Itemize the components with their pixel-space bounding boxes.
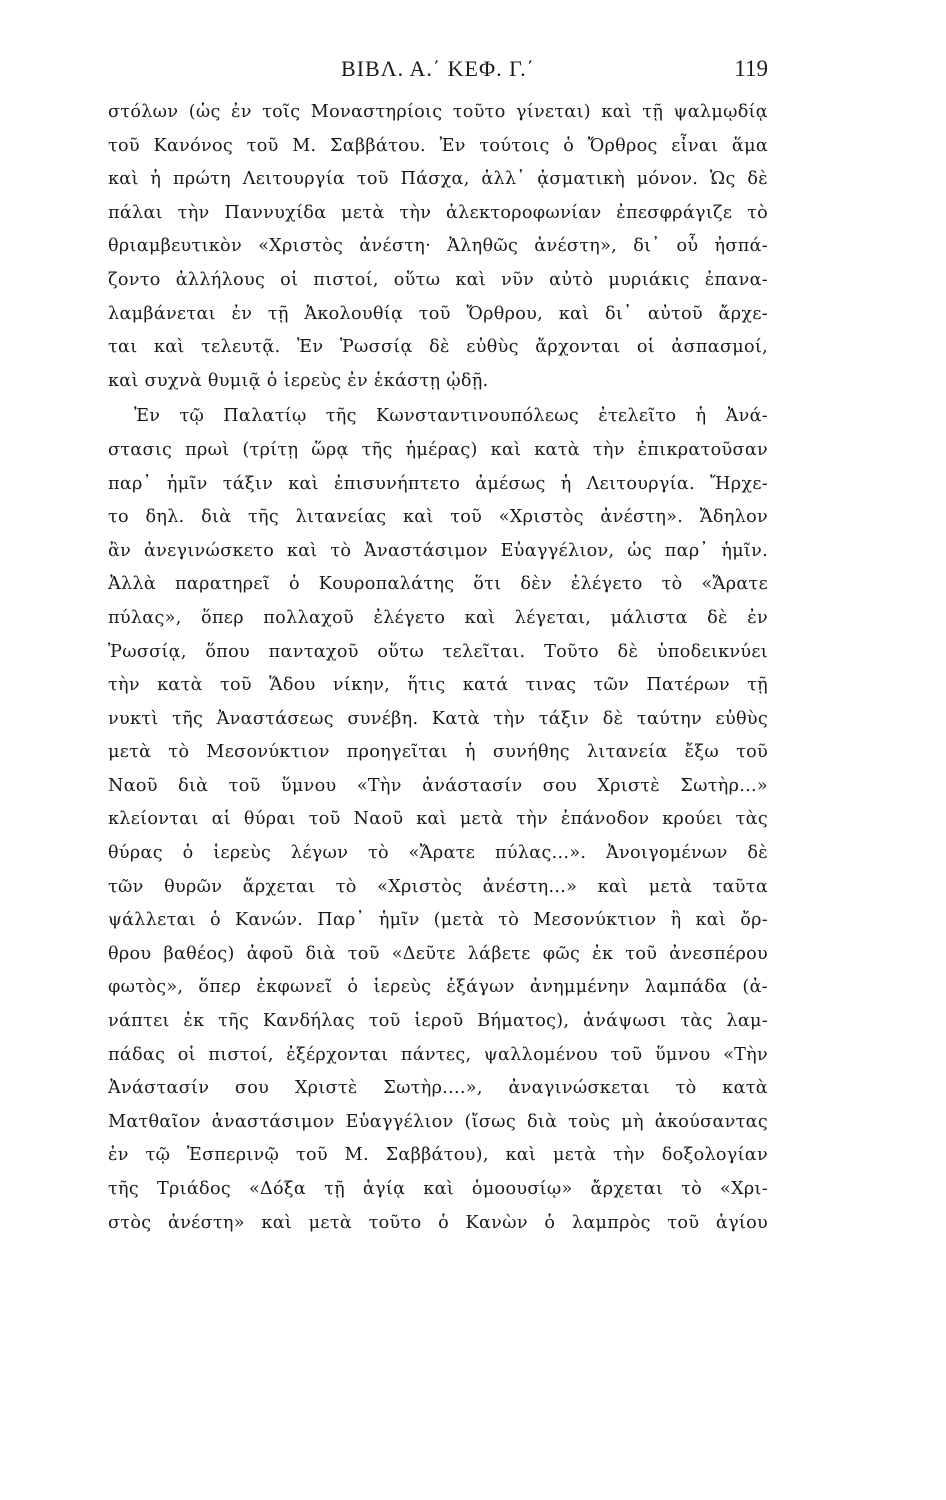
text-line: πάλαι τὴν Παννυχίδα μετὰ τὴν ἀλεκτοροφωνίαν ἐπεσφράγιζε τὸ [108,202,768,223]
text-line: θρου βαθέος) ἀφοῦ διὰ τοῦ «Δεῦτε λάβετε φῶς ἐκ τοῦ ἀνεσπέρου [108,943,768,964]
text-line: πύλας», ὅπερ πολλαχοῦ ἐλέγετο καὶ λέγεται, μάλιστα δὲ ἐν [108,607,768,628]
paragraph-2 [108,400,768,1240]
text-line: φωτὸς», ὅπερ ἐκφωνεῖ ὁ ἱερεὺς ἐξάγων ἀνημμένην λαμπάδα (ἀ- [108,977,768,998]
text-line: τοῦ Κανόνος τοῦ Μ. Σαββάτου. Ἐν τούτοις ὁ Ὄρθρος εἶναι ἅμα [108,135,768,156]
text-line: νυκτὶ τῆς Ἀναστάσεως συνέβη. Κατὰ τὴν τάξιν δὲ ταύτην εὐθὺς [108,708,768,729]
text-line: ἐν τῷ Ἑσπερινῷ τοῦ Μ. Σαββάτου), καὶ μετὰ τὴν δοξολογίαν [108,1145,768,1166]
text-line: στὸς ἀνέστη» καὶ μετὰ τοῦτο ὁ Κανὼν ὁ λαμπρὸς τοῦ ἁγίου [108,1212,768,1233]
text-line: ψάλλεται ὁ Κανών. Παρ᾽ ἡμῖν (μετὰ τὸ Μεσονύκτιον ἢ καὶ ὄρ- [108,910,768,931]
text-line: θύρας ὁ ἱερεὺς λέγων τὸ «Ἄρατε πύλας...». Ἀνοιγομένων δὲ [108,843,768,864]
text-line: νάπτει ἐκ τῆς Κανδήλας τοῦ ἱεροῦ Βήματος), ἀνάψωσι τὰς λαμ- [108,1011,768,1032]
text-line: Ναοῦ διὰ τοῦ ὕμνου «Τὴν ἀνάστασίν σου Χριστὲ Σωτὴρ...» [108,775,768,796]
text-line: ἂν ἀνεγινώσκετο καὶ τὸ Ἀναστάσιμον Εὐαγγέλιον, ὡς παρ᾽ ἡμῖν. [108,540,768,561]
text-line: καὶ συχνὰ θυμιᾷ ὁ ἱερεὺς ἐν ἑκάστῃ ᾠδῇ. [108,370,489,391]
page-number: 119 [734,56,768,81]
text-line: καὶ ἡ πρώτη Λειτουργία τοῦ Πάσχα, ἀλλ᾽ ᾀσματικὴ μόνον. Ὡς δὲ [108,169,768,190]
running-head [108,56,768,90]
text-line: Ματθαῖον ἀναστάσιμον Εὐαγγέλιον (ἴσως διὰ τοὺς μὴ ἀκούσαντας [108,1111,768,1132]
text-line: Ἀνάστασίν σου Χριστὲ Σωτὴρ....», ἀναγινώσκεται τὸ κατὰ [108,1078,768,1099]
body-text [108,96,768,1240]
text-line: λαμβάνεται ἐν τῇ Ἀκολουθίᾳ τοῦ Ὄρθρου, καὶ δι᾽ αὐτοῦ ἄρχε- [108,303,768,324]
text-line: το δηλ. διὰ τῆς λιτανείας καὶ τοῦ «Χριστὸς ἀνέστη». Ἄδηλον [108,507,768,528]
running-head-title: ΒΙΒΛ. Α.΄ ΚΕΦ. Γ.΄ [341,56,535,81]
text-line: ζοντο ἀλλήλους οἱ πιστοί, οὕτω καὶ νῦν αὐτὸ μυριάκις ἐπανα- [108,269,768,290]
text-line: πάδας οἱ πιστοί, ἐξέρχονται πάντες, ψαλλομένου τοῦ ὕμνου «Τὴν [108,1044,768,1065]
text-line: στασις πρωὶ (τρίτῃ ὥρᾳ τῆς ἡμέρας) καὶ κατὰ τὴν ἐπικρατοῦσαν [108,439,768,460]
text-line: τῶν θυρῶν ἄρχεται τὸ «Χριστὸς ἀνέστη...» καὶ μετὰ ταῦτα [108,876,768,897]
text-line: παρ᾽ ἡμῖν τάξιν καὶ ἐπισυνήπτετο ἀμέσως ἡ Λειτουργία. Ἤρχε- [108,473,768,494]
text-line: τῆς Τριάδος «Δόξα τῇ ἁγίᾳ καὶ ὁμοουσίῳ» ἄρχεται τὸ «Χρι- [108,1179,768,1199]
text-line: Ἐν τῷ Παλατίῳ τῆς Κωνσταντινουπόλεως ἐτελεῖτο ἡ Ἀνά- [134,406,768,427]
text-line: ται καὶ τελευτᾷ. Ἐν Ῥωσσίᾳ δὲ εὐθὺς ἄρχονται οἱ ἀσπασμοί, [108,337,768,358]
text-line: Ἀλλὰ παρατηρεῖ ὁ Κουροπαλάτης ὅτι δὲν ἐλέγετο τὸ «Ἄρατε [108,574,768,595]
text-line: κλείονται αἱ θύραι τοῦ Ναοῦ καὶ μετὰ τὴν ἐπάνοδον κρούει τὰς [108,809,768,830]
text-line: μετὰ τὸ Μεσονύκτιον προηγεῖται ἡ συνήθης λιτανεία ἔξω τοῦ [108,742,768,763]
text-line: στόλων (ὡς ἐν τοῖς Μοναστηρίοις τοῦτο γίνεται) καὶ τῇ ψαλμῳδίᾳ [108,102,768,122]
text-line: θριαμβευτικὸν «Χριστὸς ἀνέστη· Ἀληθῶς ἀνέστη», δι᾽ οὗ ἠσπά- [108,236,768,257]
paragraph-1 [108,96,768,398]
text-line: Ῥωσσίᾳ, ὅπου πανταχοῦ οὕτω τελεῖται. Τοῦτο δὲ ὑποδεικνύει [108,641,768,662]
text-line: τὴν κατὰ τοῦ Ἅδου νίκην, ἥτις κατά τινας τῶν Πατέρων τῇ [108,675,768,696]
